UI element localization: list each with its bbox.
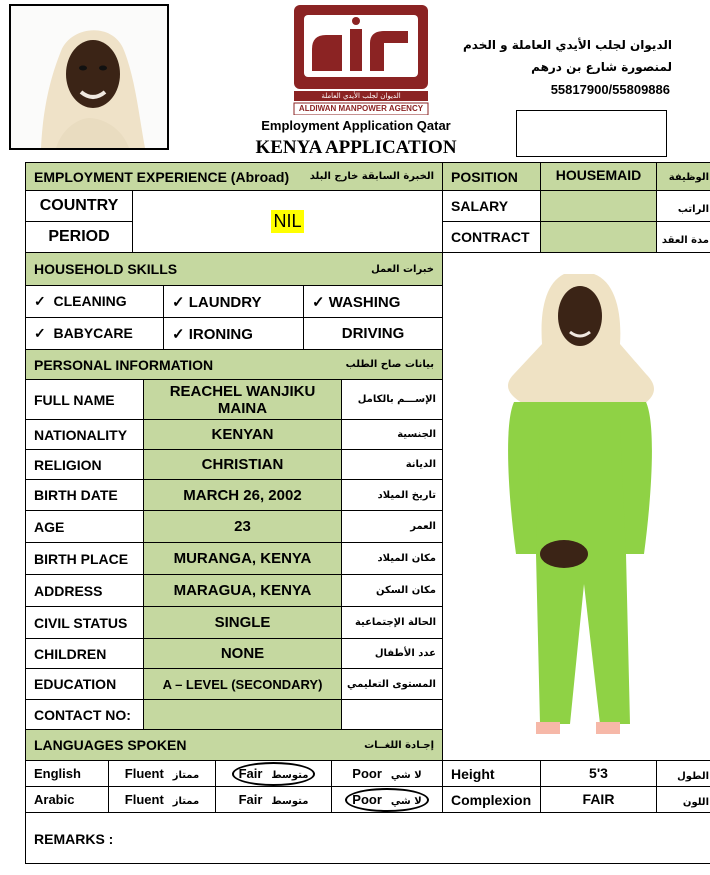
- personal-row-label-cell: [25, 606, 144, 639]
- personal-row-value: 23: [234, 518, 251, 535]
- country-label: COUNTRY: [39, 197, 119, 214]
- personal-row-label: CHILDREN: [34, 645, 107, 662]
- contract-value-cell: [540, 221, 657, 253]
- contract-ar-cell: [656, 221, 710, 253]
- personal-row-label-cell: [25, 574, 144, 607]
- personal-row-ar-cell: [341, 699, 443, 730]
- experience-heading: EMPLOYMENT EXPERIENCE (Abroad): [34, 168, 290, 185]
- personal-row-label-ar: عدد الأطفال: [374, 648, 436, 659]
- position-value-cell: [540, 162, 657, 191]
- height-label: Height: [451, 765, 495, 782]
- complexion-value: FAIR: [582, 791, 615, 807]
- language-poor-label: Poor: [352, 791, 382, 807]
- language-fair-label: Fair: [238, 765, 263, 781]
- language-name: Arabic: [34, 792, 75, 807]
- personal-row-ar-cell: [341, 668, 443, 700]
- personal-row-label-ar: الحالة الإجتماعية: [354, 617, 436, 628]
- height-ar-cell: [656, 760, 710, 787]
- complexion-label: Complexion: [451, 791, 532, 808]
- salary-value-cell: [540, 190, 657, 222]
- remarks-box: [25, 812, 710, 864]
- language-poor-label-ar: لا شي: [390, 769, 422, 781]
- complexion-value-cell: [540, 786, 657, 813]
- language-fluent-option: [125, 765, 199, 783]
- language-fluent-cell: [108, 760, 216, 787]
- languages-heading: LANGUAGES SPOKEN: [34, 737, 187, 753]
- personal-row-label-cell: [25, 668, 144, 700]
- language-name-cell: [25, 760, 109, 787]
- skill-babycare: BABYCARE: [53, 325, 133, 341]
- personal-row-label-ar: مكان السكن: [376, 585, 436, 596]
- salary-label: SALARY: [451, 198, 509, 214]
- skill-ironing-cell: [163, 317, 304, 350]
- personal-heading-row: [25, 349, 443, 380]
- personal-row-label-cell: [25, 638, 144, 669]
- personal-row-label-ar: المستوى التعليمي: [347, 678, 436, 690]
- personal-row-label: BIRTH DATE: [34, 487, 118, 503]
- personal-row-value-cell: [143, 479, 342, 511]
- language-name: English: [34, 766, 81, 781]
- height-value: 5'3: [589, 765, 608, 781]
- language-poor-option: [352, 765, 421, 783]
- height-label-ar: الطول: [677, 771, 709, 782]
- personal-row-label-cell: [25, 542, 144, 575]
- language-fluent-label-ar: ممتاز: [172, 769, 200, 781]
- language-fair-cell: [215, 786, 332, 813]
- personal-row-ar-cell: [341, 542, 443, 575]
- personal-row-value: SINGLE: [214, 614, 271, 631]
- language-poor-cell: [331, 786, 443, 813]
- salary-ar-cell: [656, 190, 710, 222]
- personal-row-value: MARAGUA, KENYA: [173, 582, 312, 599]
- personal-row-label: AGE: [34, 518, 65, 535]
- personal-row-ar-cell: [341, 606, 443, 639]
- personal-row-label: RELIGION: [34, 456, 102, 473]
- personal-row-label-cell: [25, 479, 144, 511]
- personal-row-value-cell: [143, 419, 342, 450]
- language-poor-cell: [331, 760, 443, 787]
- skill-washing-cell: [303, 285, 443, 318]
- agency-phones: 55817900/55809886: [550, 82, 670, 97]
- logo-english: ALDIWAN MANPOWER AGENCY: [298, 104, 424, 113]
- personal-row-label: ADDRESS: [34, 582, 103, 599]
- position-label: POSITION: [451, 168, 518, 185]
- personal-row-ar-cell: [341, 379, 443, 420]
- skill-laundry-cell: [163, 285, 304, 318]
- remarks-label: REMARKS :: [34, 831, 114, 847]
- portrait-photo: [11, 6, 167, 148]
- height-label-cell: [442, 760, 541, 787]
- experience-heading-ar: الخبرة السابقة خارج البلد: [309, 171, 434, 182]
- personal-row-ar-cell: [341, 510, 443, 543]
- personal-row-label: CIVIL STATUS: [34, 614, 128, 631]
- period-label: PERIOD: [48, 228, 110, 245]
- personal-row-label-ar: مكان الميلاد: [377, 553, 436, 564]
- check-icon: ✓: [34, 325, 46, 341]
- personal-row-label: BIRTH PLACE: [34, 550, 129, 567]
- position-label-ar: الوظيفة: [668, 172, 709, 183]
- skills-heading-ar: خبرات العمل: [371, 263, 434, 275]
- language-poor-label-ar: لا شي: [390, 795, 422, 807]
- contract-label-ar: مدة العقد: [661, 235, 709, 246]
- salary-label-cell: [442, 190, 541, 222]
- salary-label-ar: الراتب: [677, 204, 709, 215]
- personal-row-value: MARCH 26, 2002: [183, 486, 302, 504]
- position-ar-cell: [656, 162, 710, 191]
- personal-row-label-ar: الجنسية: [397, 429, 436, 440]
- personal-row-value: A – LEVEL (SECONDARY): [162, 676, 323, 692]
- personal-row-label-cell: [25, 510, 144, 543]
- language-fair-option: [232, 762, 316, 786]
- check-icon: ✓: [172, 293, 185, 311]
- skills-heading: HOUSEHOLD SKILLS: [34, 261, 178, 277]
- personal-row-label-ar: العمر: [410, 521, 436, 532]
- skill-cleaning: CLEANING: [53, 293, 127, 309]
- personal-row-label-ar: الديانة: [405, 459, 436, 470]
- reference-box: [516, 110, 667, 157]
- check-icon: ✓: [34, 293, 46, 309]
- language-fluent-cell: [108, 786, 216, 813]
- skill-laundry: LAUNDRY: [188, 293, 262, 311]
- full-body-photo: [444, 254, 710, 760]
- check-icon: ✓: [312, 293, 325, 311]
- personal-row-value-cell: [143, 542, 342, 575]
- logo-arabic-sub: الديوان لجلب الأيدي العاملة: [321, 92, 401, 100]
- languages-heading-row: [25, 729, 443, 761]
- form-title: KENYA APPLICATION: [255, 137, 457, 158]
- country-label-cell: [25, 190, 133, 222]
- personal-row-value-cell: [143, 449, 342, 480]
- complexion-label-ar: اللون: [682, 797, 709, 808]
- personal-row-value-cell: [143, 638, 342, 669]
- personal-heading-ar: بيانات صاح الطلب: [345, 359, 434, 370]
- personal-row-value: REACHEL WANJIKU MAINA: [169, 382, 316, 417]
- language-fair-label-ar: متوسط: [271, 795, 309, 807]
- position-label-cell: [442, 162, 541, 191]
- skill-ironing: IRONING: [188, 325, 253, 343]
- languages-heading-ar: إجـادة اللغــات: [364, 739, 434, 751]
- personal-row-label-cell: [25, 419, 144, 450]
- personal-row-label-cell: [25, 379, 144, 420]
- personal-row-label-cell: [25, 449, 144, 480]
- personal-row-value-cell: [143, 606, 342, 639]
- portrait-photo-frame: [9, 4, 169, 150]
- personal-row-label: FULL NAME: [34, 391, 115, 408]
- personal-row-value-cell: [143, 574, 342, 607]
- agency-logo: [290, 5, 432, 115]
- personal-row-value-cell: [143, 510, 342, 543]
- experience-heading-row: [25, 162, 443, 191]
- personal-row-label: EDUCATION: [34, 676, 117, 692]
- personal-row-ar-cell: [341, 479, 443, 511]
- position-value: HOUSEMAID: [555, 167, 642, 183]
- language-fair-cell: [215, 760, 332, 787]
- personal-row-value-cell: [143, 668, 342, 700]
- period-label-cell: [25, 221, 133, 253]
- language-fluent-label: Fluent: [124, 765, 164, 781]
- personal-row-value: CHRISTIAN: [201, 456, 284, 473]
- skill-babycare-cell: [25, 317, 164, 350]
- form-subtitle: Employment Application Qatar: [261, 118, 451, 133]
- personal-row-value: MURANGA, KENYA: [173, 550, 312, 567]
- personal-row-label-cell: [25, 699, 144, 730]
- check-icon: ✓: [172, 325, 185, 343]
- agency-arabic-line1: الديوان لجلب الأيدي العاملة و الخدم: [462, 38, 672, 52]
- language-fair-option: [239, 791, 309, 809]
- personal-row-value-cell: [143, 379, 342, 420]
- skill-driving-cell: [303, 317, 443, 350]
- contract-label-cell: [442, 221, 541, 253]
- experience-value: NIL: [273, 211, 302, 231]
- experience-value-cell: [132, 190, 443, 253]
- language-poor-option: [345, 788, 428, 812]
- personal-row-value: NONE: [220, 645, 265, 662]
- personal-row-ar-cell: [341, 638, 443, 669]
- personal-row-ar-cell: [341, 419, 443, 450]
- skill-washing: WASHING: [328, 293, 401, 311]
- language-fluent-label-ar: ممتاز: [172, 795, 200, 807]
- personal-row-label: NATIONALITY: [34, 426, 128, 443]
- language-fair-label-ar: متوسط: [271, 769, 309, 781]
- complexion-ar-cell: [656, 786, 710, 813]
- language-poor-label: Poor: [352, 765, 382, 781]
- personal-heading: PERSONAL INFORMATION: [34, 356, 214, 373]
- personal-row-value: KENYAN: [211, 426, 274, 443]
- complexion-label-cell: [442, 786, 541, 813]
- height-value-cell: [540, 760, 657, 787]
- personal-row-ar-cell: [341, 449, 443, 480]
- agency-arabic-line2: لمنصورة شارع بن درهم: [531, 60, 672, 74]
- contract-label: CONTRACT: [451, 229, 530, 245]
- language-name-cell: [25, 786, 109, 813]
- personal-row-value-cell: [143, 699, 342, 730]
- personal-row-ar-cell: [341, 574, 443, 607]
- personal-row-label: CONTACT NO:: [34, 706, 131, 723]
- language-fair-label: Fair: [238, 791, 263, 807]
- personal-row-label-ar: تاريخ الميلاد: [377, 489, 436, 501]
- skills-heading-row: [25, 252, 443, 286]
- personal-row-label-ar: الإســـم بالكامل: [357, 394, 436, 405]
- language-fluent-label: Fluent: [124, 791, 164, 807]
- language-fluent-option: [125, 791, 199, 809]
- skill-driving: DRIVING: [341, 325, 405, 342]
- skill-cleaning-cell: [25, 285, 164, 318]
